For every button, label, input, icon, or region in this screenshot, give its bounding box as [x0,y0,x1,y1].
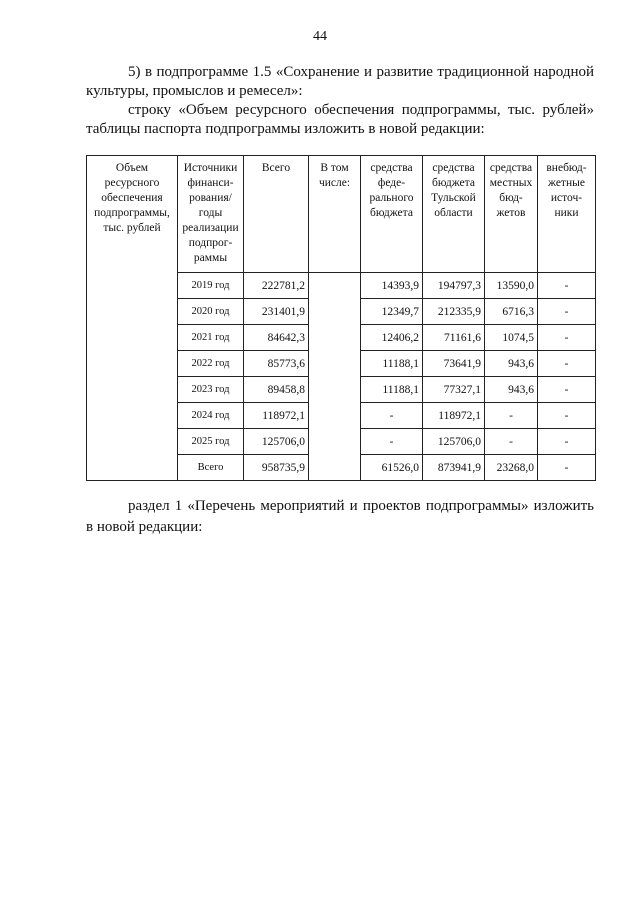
intro-line-1: 5) в подпрограмме 1.5 «Сохранение и развитие традиционной народной [128,64,594,80]
row-federal: 12406,2 [361,325,423,351]
row-extrabudgetary: - [538,273,596,299]
row-including-empty [309,325,361,351]
row-extrabudgetary: - [538,377,596,403]
header-extrabudgetary: внебюд- жетные источ- ники [538,156,596,273]
row-local: 6716,3 [485,299,538,325]
row-total: 958735,9 [244,455,309,481]
row-total: 118972,1 [244,403,309,429]
row-total: 89458,8 [244,377,309,403]
row-regional: 194797,3 [423,273,485,299]
row-total: 231401,9 [244,299,309,325]
row-local: - [485,429,538,455]
row-year: 2025 год [178,429,244,455]
row-total: 85773,6 [244,351,309,377]
row-year: 2022 год [178,351,244,377]
row-including-empty [309,403,361,429]
row-federal: 61526,0 [361,455,423,481]
row-local: 943,6 [485,377,538,403]
row-federal: 14393,9 [361,273,423,299]
intro-line-2: культуры, промыслов и ремесел»: [86,83,303,99]
header-regional: средства бюджета Тульской области [423,156,485,273]
row-extrabudgetary: - [538,403,596,429]
row-extrabudgetary: - [538,429,596,455]
row-federal: 12349,7 [361,299,423,325]
table-header-row [87,156,596,273]
header-federal: средства феде- рального бюджета [361,156,423,273]
row-label-cell [87,156,178,481]
intro-line-3: строку «Объем ресурсного обеспечения подпрограммы, тыс. рублей» [128,102,594,118]
row-label: Объем ресурсного обеспечения подпрограммы, тыс. рублей [94,162,170,234]
row-extrabudgetary: - [538,351,596,377]
row-local: 1074,5 [485,325,538,351]
outro-line-1: раздел 1 «Перечень мероприятий и проектов подпрограммы» изложить [128,498,594,514]
row-year: 2019 год [178,273,244,299]
row-including-empty [309,429,361,455]
row-regional: 71161,6 [423,325,485,351]
row-regional: 118972,1 [423,403,485,429]
row-regional: 73641,9 [423,351,485,377]
row-year: 2023 год [178,377,244,403]
row-local: 13590,0 [485,273,538,299]
row-regional: 212335,9 [423,299,485,325]
header-including: В том числе: [309,156,361,273]
row-local: - [485,403,538,429]
header-total: Всего [244,156,309,273]
row-year: 2021 год [178,325,244,351]
row-extrabudgetary: - [538,455,596,481]
outro-line-2: в новой редакции: [86,519,203,535]
page-number: 44 [313,29,327,44]
row-total: 84642,3 [244,325,309,351]
header-local: средства местных бюд- жетов [485,156,538,273]
row-including-empty [309,351,361,377]
header-sources: Источники финанси- рования/ годы реализации подпрог- раммы [178,156,244,273]
row-federal: 11188,1 [361,351,423,377]
row-extrabudgetary: - [538,299,596,325]
row-federal: - [361,429,423,455]
row-extrabudgetary: - [538,325,596,351]
intro-line-4: таблицы паспорта подпрограммы изложить в новой редакции: [86,121,485,137]
row-year: Всего [178,455,244,481]
row-year: 2024 год [178,403,244,429]
row-year: 2020 год [178,299,244,325]
row-total: 125706,0 [244,429,309,455]
row-total: 222781,2 [244,273,309,299]
row-regional: 873941,9 [423,455,485,481]
row-federal: 11188,1 [361,377,423,403]
row-local: 943,6 [485,351,538,377]
row-regional: 125706,0 [423,429,485,455]
row-regional: 77327,1 [423,377,485,403]
row-including-empty [309,273,361,299]
row-including-empty [309,455,361,481]
row-local: 23268,0 [485,455,538,481]
resource-table [86,155,596,481]
row-federal: - [361,403,423,429]
row-including-empty [309,299,361,325]
row-including-empty [309,377,361,403]
